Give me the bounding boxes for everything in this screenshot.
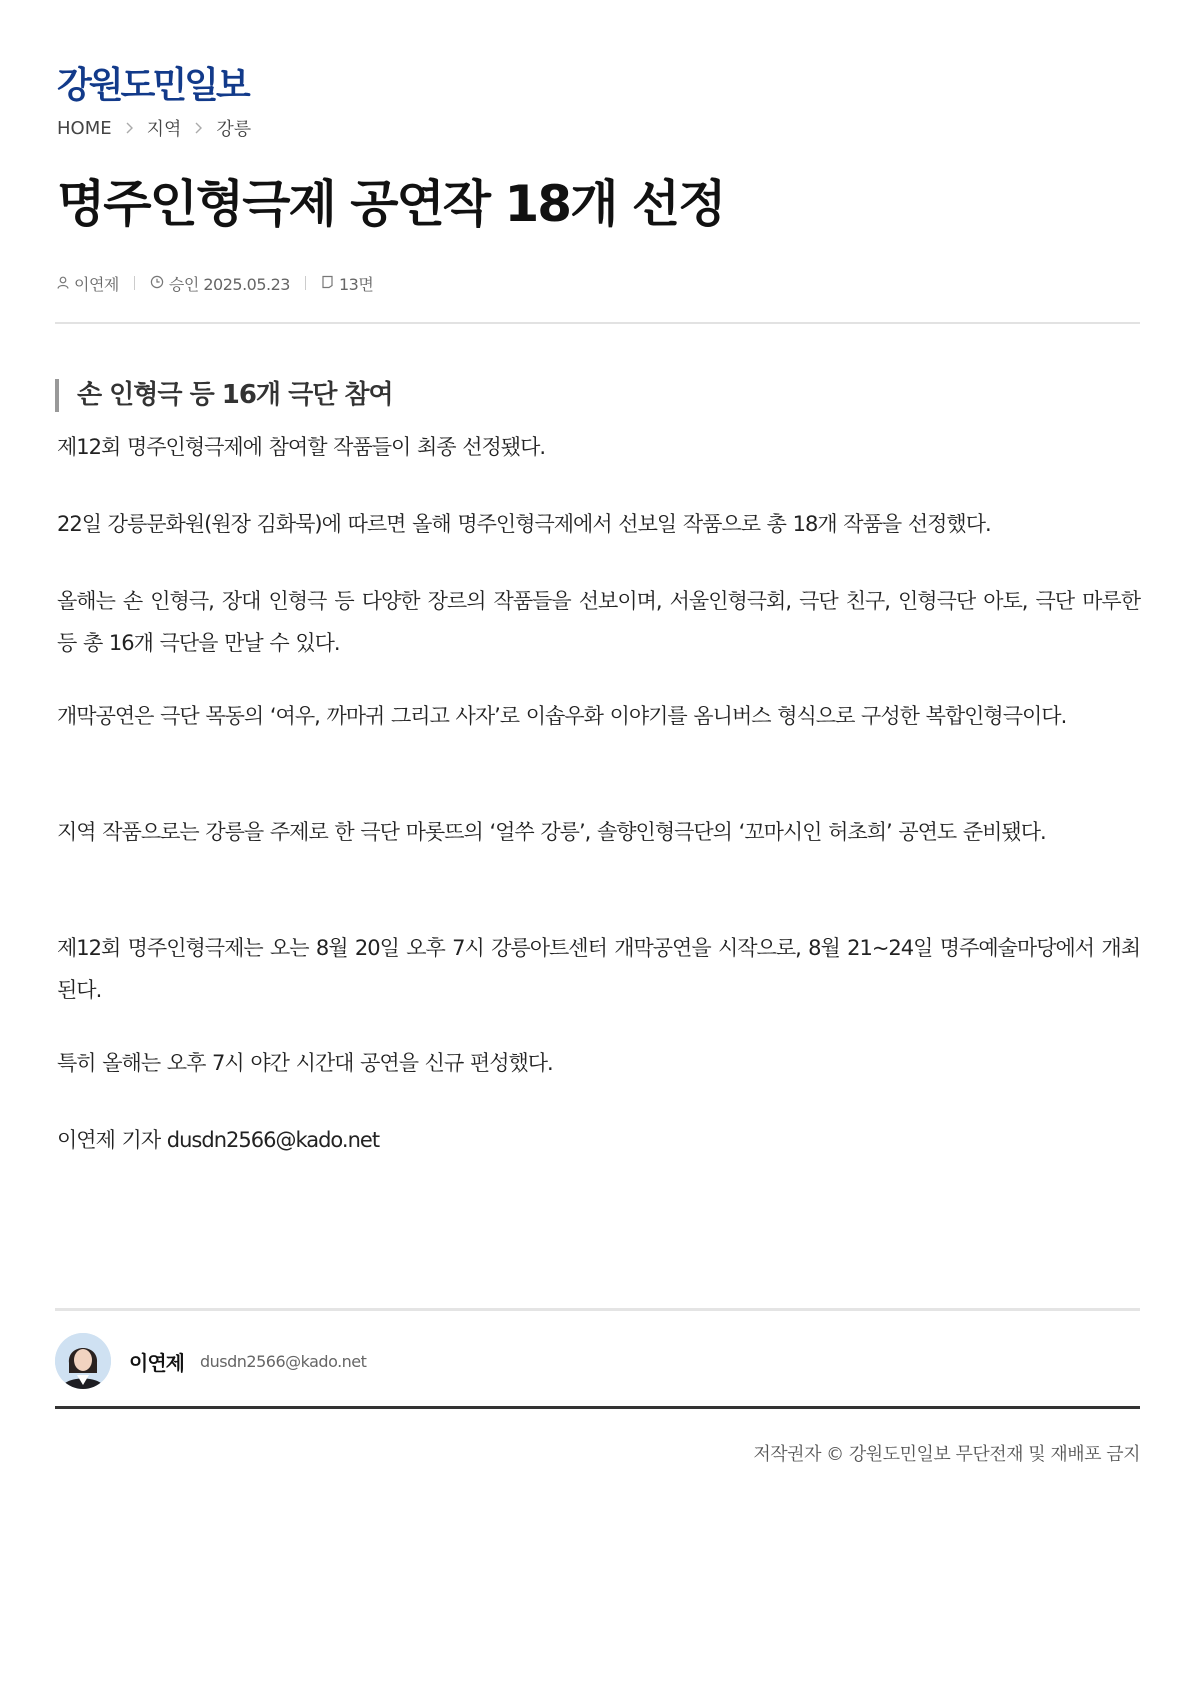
meta-divider	[134, 276, 135, 290]
user-icon	[57, 274, 74, 293]
footer-divider	[55, 1406, 1140, 1409]
article-meta	[57, 271, 373, 295]
article-paragraph: 개막공연은 극단 목동의 ‘여우, 까마귀 그리고 사자’로 이솝우화 이야기를 옴니버스 형식으로 구성한 복합인형극이다.	[57, 704, 1067, 728]
article-paragraph: 제12회 명주인형극제에 참여할 작품들이 최종 선정됐다.	[57, 435, 546, 459]
author-box	[55, 1333, 366, 1389]
author-email[interactable]: dusdn2566@kado.net	[199, 1351, 367, 1371]
article-paragraph: 22일 강릉문화원(원장 김화묵)에 따르면 올해 명주인형극제에서 선보일 작품으로 총 18개 작품을 선정했다.	[57, 512, 991, 536]
author-box-divider	[55, 1308, 1140, 1311]
author-name[interactable]: 이연제	[129, 1350, 184, 1375]
newspaper-page-icon	[321, 274, 339, 293]
breadcrumb-city[interactable]: 강릉	[216, 119, 252, 140]
meta-page-number: 13면	[338, 274, 374, 294]
clock-icon	[150, 274, 169, 293]
breadcrumb	[57, 116, 251, 140]
breadcrumb-region[interactable]: 지역	[146, 119, 182, 140]
article-paragraph: 올해는 손 인형극, 장대 인형극 등 다양한 장르의 작품들을 선보이며, 서울인형극회, 극단 친구, 인형극단 아토, 극단 마루한 등 총 16개 극단을 만날 수 있다.	[57, 589, 1140, 655]
article-paragraph: 지역 작품으로는 강릉을 주제로 한 극단 마롯뜨의 ‘얼쑤 강릉’, 솔향인형극단의 ‘꼬마시인 허초희’ 공연도 준비됐다.	[57, 820, 1046, 844]
author-avatar[interactable]	[55, 1333, 111, 1389]
article-paragraph: 특히 올해는 오후 7시 야간 시간대 공연을 신규 편성했다.	[57, 1051, 553, 1075]
chevron-right-icon	[126, 122, 133, 134]
header-divider	[55, 322, 1140, 324]
article-headline: 명주인형극제 공연작 18개 선정	[57, 175, 725, 233]
meta-approved-date: 승인 2025.05.23	[168, 274, 290, 294]
copyright-notice: 저작권자 © 강원도민일보 무단전재 및 재배포 금지	[753, 1444, 1140, 1465]
article-paragraph: 제12회 명주인형극제는 오는 8월 20일 오후 7시 강릉아트센터 개막공연을 시작으로, 8월 21~24일 명주예술마당에서 개최된다.	[57, 936, 1140, 1002]
meta-approved	[150, 272, 290, 295]
meta-divider	[305, 276, 306, 290]
site-logo[interactable]: 강원도민일보	[57, 65, 248, 106]
meta-author-name: 이연제	[74, 274, 119, 294]
breadcrumb-home[interactable]: HOME	[57, 117, 112, 139]
meta-page	[321, 272, 373, 295]
chevron-right-icon	[195, 122, 202, 134]
article-subheading: 손 인형극 등 16개 극단 참여	[55, 379, 393, 412]
article-byline: 이연제 기자 dusdn2566@kado.net	[57, 1128, 380, 1152]
meta-author	[57, 272, 119, 295]
